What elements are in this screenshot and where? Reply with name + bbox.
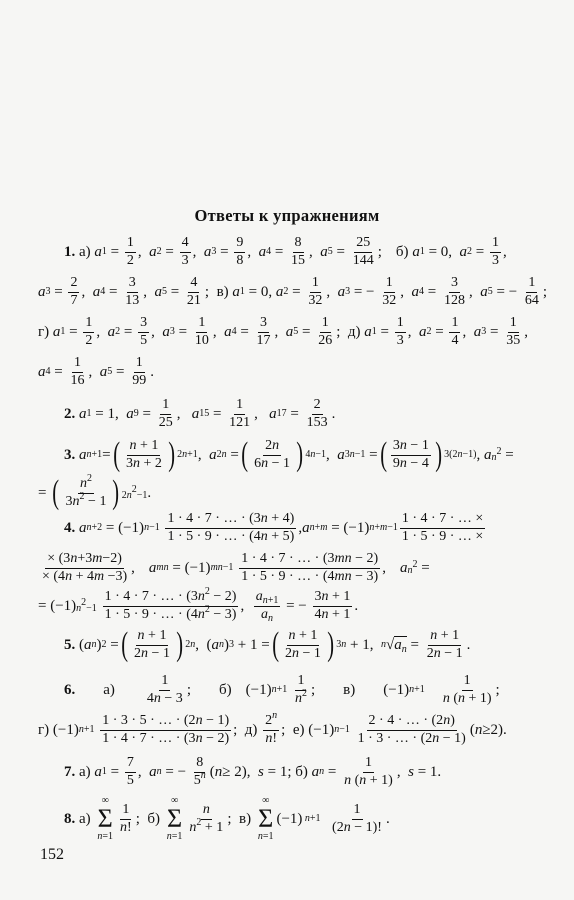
answer-line-4b: $\frac{\times (3n+3m-2)}{\times (4n + 4m -3)}$ , a mn = (−1) mn−1 $\frac{1 \cdot 4 \cdot 7 \cdot \dots \cdot (3mn - 2)}{1 \cdot 5 \cdot 9 \cdot \dots \cdot (4mn - 3)}$ , a $n^2$ =	[42, 551, 430, 584]
answer-line-6a: 6. а) $\frac{1}{4n - 3}$ ; б) (−1) n+1 $\frac{1}{n^2}$ ; в) (−1) n+1 $\frac{1}{n (n + 1)}$ ;	[64, 673, 500, 706]
answer-line-4a: 4. a n+2 = (−1) n−1 $\frac{1 \cdot 4 \cdot 7 \cdot \dots \cdot (3n + 4)}{1 \cdot 5 \cdot 9 \cdot \dots \cdot (4n + 5)}$ , a n+m = (−1) n+m−1 $\frac{1 \cdot 4 \cdot 7 \cdot \dots \times}{1 \cdot 5 \cdot 9 \cdot \dots \times}$	[64, 511, 484, 544]
answer-line-1d: a 4 = $\frac{1}{16}$ , a 5 = $\frac{1}{99}$ .	[38, 355, 154, 388]
page-title: Ответы к упражнениям	[194, 206, 380, 225]
answer-line-1c: г) a 1 = $\frac{1}{2}$ , a 2 = $\frac{3}{5}$ , a 3 = $\frac{1}{10}$ , a 4 = $\frac{3}{17}$ , a 5 = $\frac{1}{26}$ ; д) a 1 = $\frac{1}{3}$ , a 2 = $\frac{1}{4}$ , a 3 = $\frac{1}{35}$ ,	[38, 315, 528, 348]
answer-line-1a: 1. а) a 1 = $\frac{1}{2}$ , a 2 = $\frac{4}{3}$ , a 3 = $\frac{9}{8}$ , a 4 = $\frac{8}{15}$ , a 5 = $\frac{25}{144}$ ; б) a 1 = 0, a 2 = $\frac{1}{3}$ ,	[64, 235, 507, 268]
answer-line-8: 8. а) ∞ Σ n=1 $\frac{1}{n!}$ ; б) ∞ Σ n=1 $\frac{n}{n^2 + 1}$ ; в) ∞ Σ n=1 (−1) n+1 $\frac{1}{(2n - 1)!}$ .	[64, 795, 390, 842]
page-number: 152	[40, 846, 64, 863]
answer-line-3b: = ( $\frac{n^2}{3n^2 - 1}$ ) $2n^2-1$ .	[38, 472, 152, 511]
answer-line-3a: 3. a n+1 = ( $\frac{n + 1}{3n + 2}$ ) 2n+1 , a 2n = ( $\frac{2n}{6n - 1}$ ) 4n−1 , a 3n−1 = ( $\frac{3n - 1}{9n - 4}$ ) 3(2n−1) , a $n^2$ =	[64, 436, 514, 473]
answer-line-5: 5. ( a n ) 2 = ( $\frac{n + 1}{2n - 1}$ ) 2n , ( a n ) 3 + 1 = ( $\frac{n + 1}{2n - 1}$ ) 3n + 1, n √ $a_n$ = $\frac{n + 1}{2n - 1}$ .	[64, 626, 471, 663]
answer-line-2: 2. a 1 = 1, a 9 = $\frac{1}{25}$ , a 15 = $\frac{1}{121}$ , a 17 = $\frac{2}{153}$ .	[64, 397, 336, 430]
answer-line-4c: = (−1) $n^2-1$ $\frac{1 \cdot 4 \cdot 7 \cdot \dots \cdot (3n^2 - 2)}{1 \cdot 5 \cdot 9 \cdot \dots \cdot (4n^2 - 3)}$ , $\frac{a_{n+1}}{a_n}$ = − $\frac{3n + 1}{4n + 1}$ .	[38, 586, 359, 624]
answer-line-7: 7. а) a 1 = $\frac{7}{5}$ , a n = − $\frac{8}{5^n}$ ( n ≥ 2), s = 1; б) a n = $\frac{1}{n (n + 1)}$ , s = 1.	[64, 755, 442, 788]
answer-line-6b: г) (−1) n+1 $\frac{1 \cdot 3 \cdot 5 \cdot \dots \cdot (2n - 1)}{1 \cdot 4 \cdot 7 \cdot \dots \cdot (3n - 2)}$ ; д) $\frac{2^n}{n!}$ ; е) (−1) n−1 $\frac{2 \cdot 4 \cdot \dots \cdot (2n)}{1 \cdot 3 \cdot \dots \cdot (2n - 1)}$ ( n ≥2).	[38, 710, 507, 746]
answer-line-1b: a 3 = $\frac{2}{7}$ , a 4 = $\frac{3}{13}$ , a 5 = $\frac{4}{21}$ ; в) a 1 = 0, a 2 = $\frac{1}{32}$ , a 3 = − $\frac{1}{32}$ , a 4 = $\frac{3}{128}$ , a 5 = − $\frac{1}{64}$ ;	[38, 275, 548, 308]
